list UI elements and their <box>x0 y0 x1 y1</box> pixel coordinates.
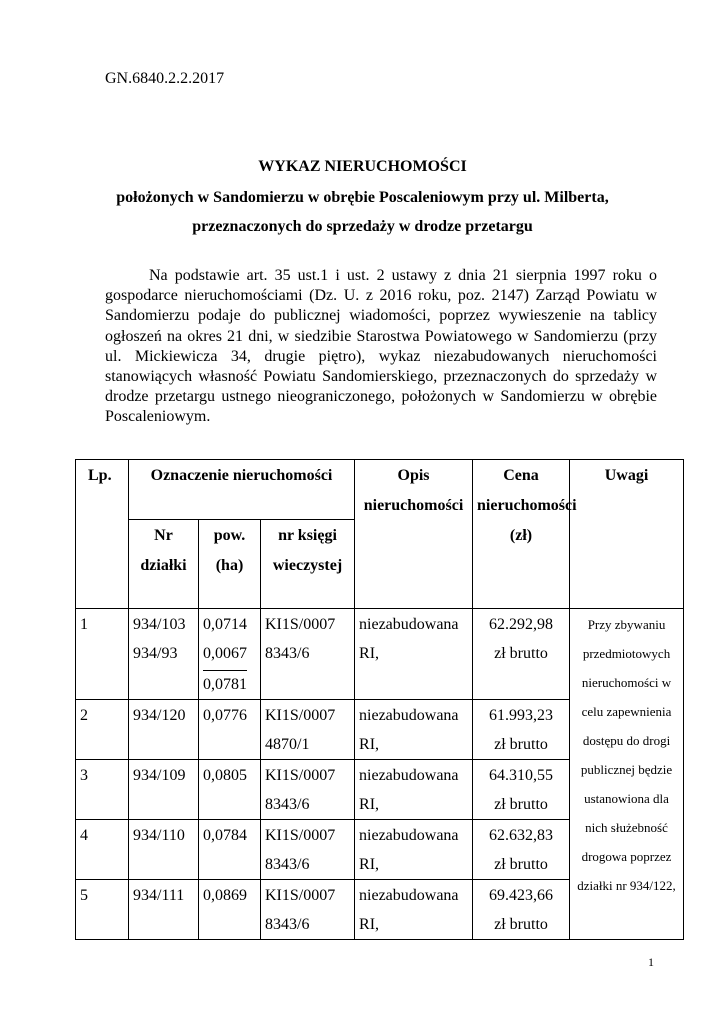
cena-unit: zł brutto <box>494 645 548 662</box>
cell-powierzchnia: 0,0869 <box>199 880 261 940</box>
cell-lp: 1 <box>76 609 129 700</box>
document-reference: GN.6840.2.2.2017 <box>105 70 225 87</box>
opis-line: niezabudowana <box>359 767 459 784</box>
opis-line: RI, <box>359 736 380 753</box>
kw-line: KI1S/0007 <box>265 827 336 844</box>
header-powierzchnia: pow. (ha) <box>199 520 261 609</box>
cell-dzialka: 934/109 <box>129 760 199 820</box>
table-header-row <box>76 460 684 520</box>
cena-value: 64.310,55 <box>489 767 554 784</box>
cell-ksiega <box>261 760 355 820</box>
cell-ksiega <box>261 700 355 760</box>
kw-line: KI1S/0007 <box>265 707 336 724</box>
cena-unit: zł brutto <box>494 736 548 753</box>
opis-line: niezabudowana <box>359 827 459 844</box>
cell-ksiega <box>261 880 355 940</box>
header-uwagi: Uwagi <box>570 460 684 609</box>
cell-powierzchnia: 0,0776 <box>199 700 261 760</box>
kw-line: KI1S/0007 <box>265 616 336 633</box>
kw-line: 8343/6 <box>265 916 310 933</box>
cell-opis <box>355 880 473 940</box>
cell-opis <box>355 760 473 820</box>
kw-line: KI1S/0007 <box>265 767 336 784</box>
document-subtitle-line1: położonych w Sandomierzu w obrębie Poscaleniowym przy ul. Milberta, <box>116 189 609 206</box>
pow-total: 0,0781 <box>203 670 247 699</box>
pow-value: 0,0714 <box>203 616 247 633</box>
cell-dzialka: 934/110 <box>129 820 199 880</box>
header-ksiega: nr księgi wieczystej <box>261 520 355 609</box>
cena-value: 61.993,23 <box>489 707 554 724</box>
cena-value: 69.423,66 <box>489 887 554 904</box>
header-lp: Lp. <box>76 460 129 609</box>
intro-paragraph: Na podstawie art. 35 ust.1 i ust. 2 ustawy z dnia 21 sierpnia 1997 roku o gospodarce nieruchomościami (Dz. U. z 2016 roku, poz. 2147) Zarząd Powiatu w Sandomierzu podaje do publicznej wiadomości, poprzez wywieszenie na tablicy ogłoszeń na okres 21 dni, w siedzibie Starostwa Powiatowego w Sandomierzu (przy ul. Mickiewicza 34, drugie piętro), wykaz niezabudowanych nieruchomości stanowiących własność Powiatu Sandomierskiego, przeznaczonych do sprzedaży w drodze przetargu ustnego nieograniczonego, położonych w Sandomierzu w obrębie Poscaleniowym. <box>105 267 657 426</box>
dzialka-value: 934/93 <box>133 645 178 662</box>
cell-cena <box>473 880 570 940</box>
cell-cena <box>473 760 570 820</box>
header-nr-dzialki: Nr działki <box>129 520 199 609</box>
header-opis: Opis nieruchomości <box>355 460 473 609</box>
cena-value: 62.632,83 <box>489 827 554 844</box>
cena-unit: zł brutto <box>494 856 548 873</box>
cell-powierzchnia <box>199 609 261 700</box>
kw-line: 8343/6 <box>265 796 310 813</box>
opis-line: RI, <box>359 916 380 933</box>
cell-lp: 4 <box>76 820 129 880</box>
dzialka-value: 934/103 <box>133 616 186 633</box>
cell-opis <box>355 700 473 760</box>
kw-line: KI1S/0007 <box>265 887 336 904</box>
cena-value: 62.292,98 <box>489 616 554 633</box>
cena-unit: zł brutto <box>494 916 548 933</box>
table-row <box>76 609 684 700</box>
document-title: WYKAZ NIERUCHOMOŚCI <box>258 158 467 175</box>
pow-value: 0,0067 <box>203 645 247 662</box>
kw-line: 4870/1 <box>265 736 310 753</box>
kw-line: 8343/6 <box>265 856 310 873</box>
cell-lp: 3 <box>76 760 129 820</box>
header-oznaczenie: Oznaczenie nieruchomości <box>129 460 355 520</box>
opis-line: niezabudowana <box>359 707 459 724</box>
opis-line: RI, <box>359 645 380 662</box>
cell-dzialka: 934/111 <box>129 880 199 940</box>
cell-cena <box>473 820 570 880</box>
cell-opis <box>355 609 473 700</box>
page-number: 1 <box>648 955 654 969</box>
cell-dzialka <box>129 609 199 700</box>
cell-opis <box>355 820 473 880</box>
cell-lp: 5 <box>76 880 129 940</box>
kw-line: 8343/6 <box>265 645 310 662</box>
cell-lp: 2 <box>76 700 129 760</box>
property-table <box>75 459 684 940</box>
cell-cena <box>473 609 570 700</box>
cena-unit: zł brutto <box>494 796 548 813</box>
cell-cena <box>473 700 570 760</box>
opis-line: RI, <box>359 856 380 873</box>
cell-powierzchnia: 0,0805 <box>199 760 261 820</box>
cell-dzialka: 934/120 <box>129 700 199 760</box>
opis-line: niezabudowana <box>359 616 459 633</box>
cell-powierzchnia: 0,0784 <box>199 820 261 880</box>
cell-uwagi: Przy zbywaniu przedmiotowych nieruchomości w celu zapewnienia dostępu do drogi publicznej będzie ustanowiona dla nich służebność drogowa poprzez działki nr 934/122, <box>570 609 684 940</box>
cell-ksiega <box>261 820 355 880</box>
document-subtitle-line2: przeznaczonych do sprzedaży w drodze przetargu <box>192 218 533 235</box>
opis-line: niezabudowana <box>359 887 459 904</box>
header-cena: Cena nieruchomości (zł) <box>473 460 570 609</box>
opis-line: RI, <box>359 796 380 813</box>
cell-ksiega <box>261 609 355 700</box>
